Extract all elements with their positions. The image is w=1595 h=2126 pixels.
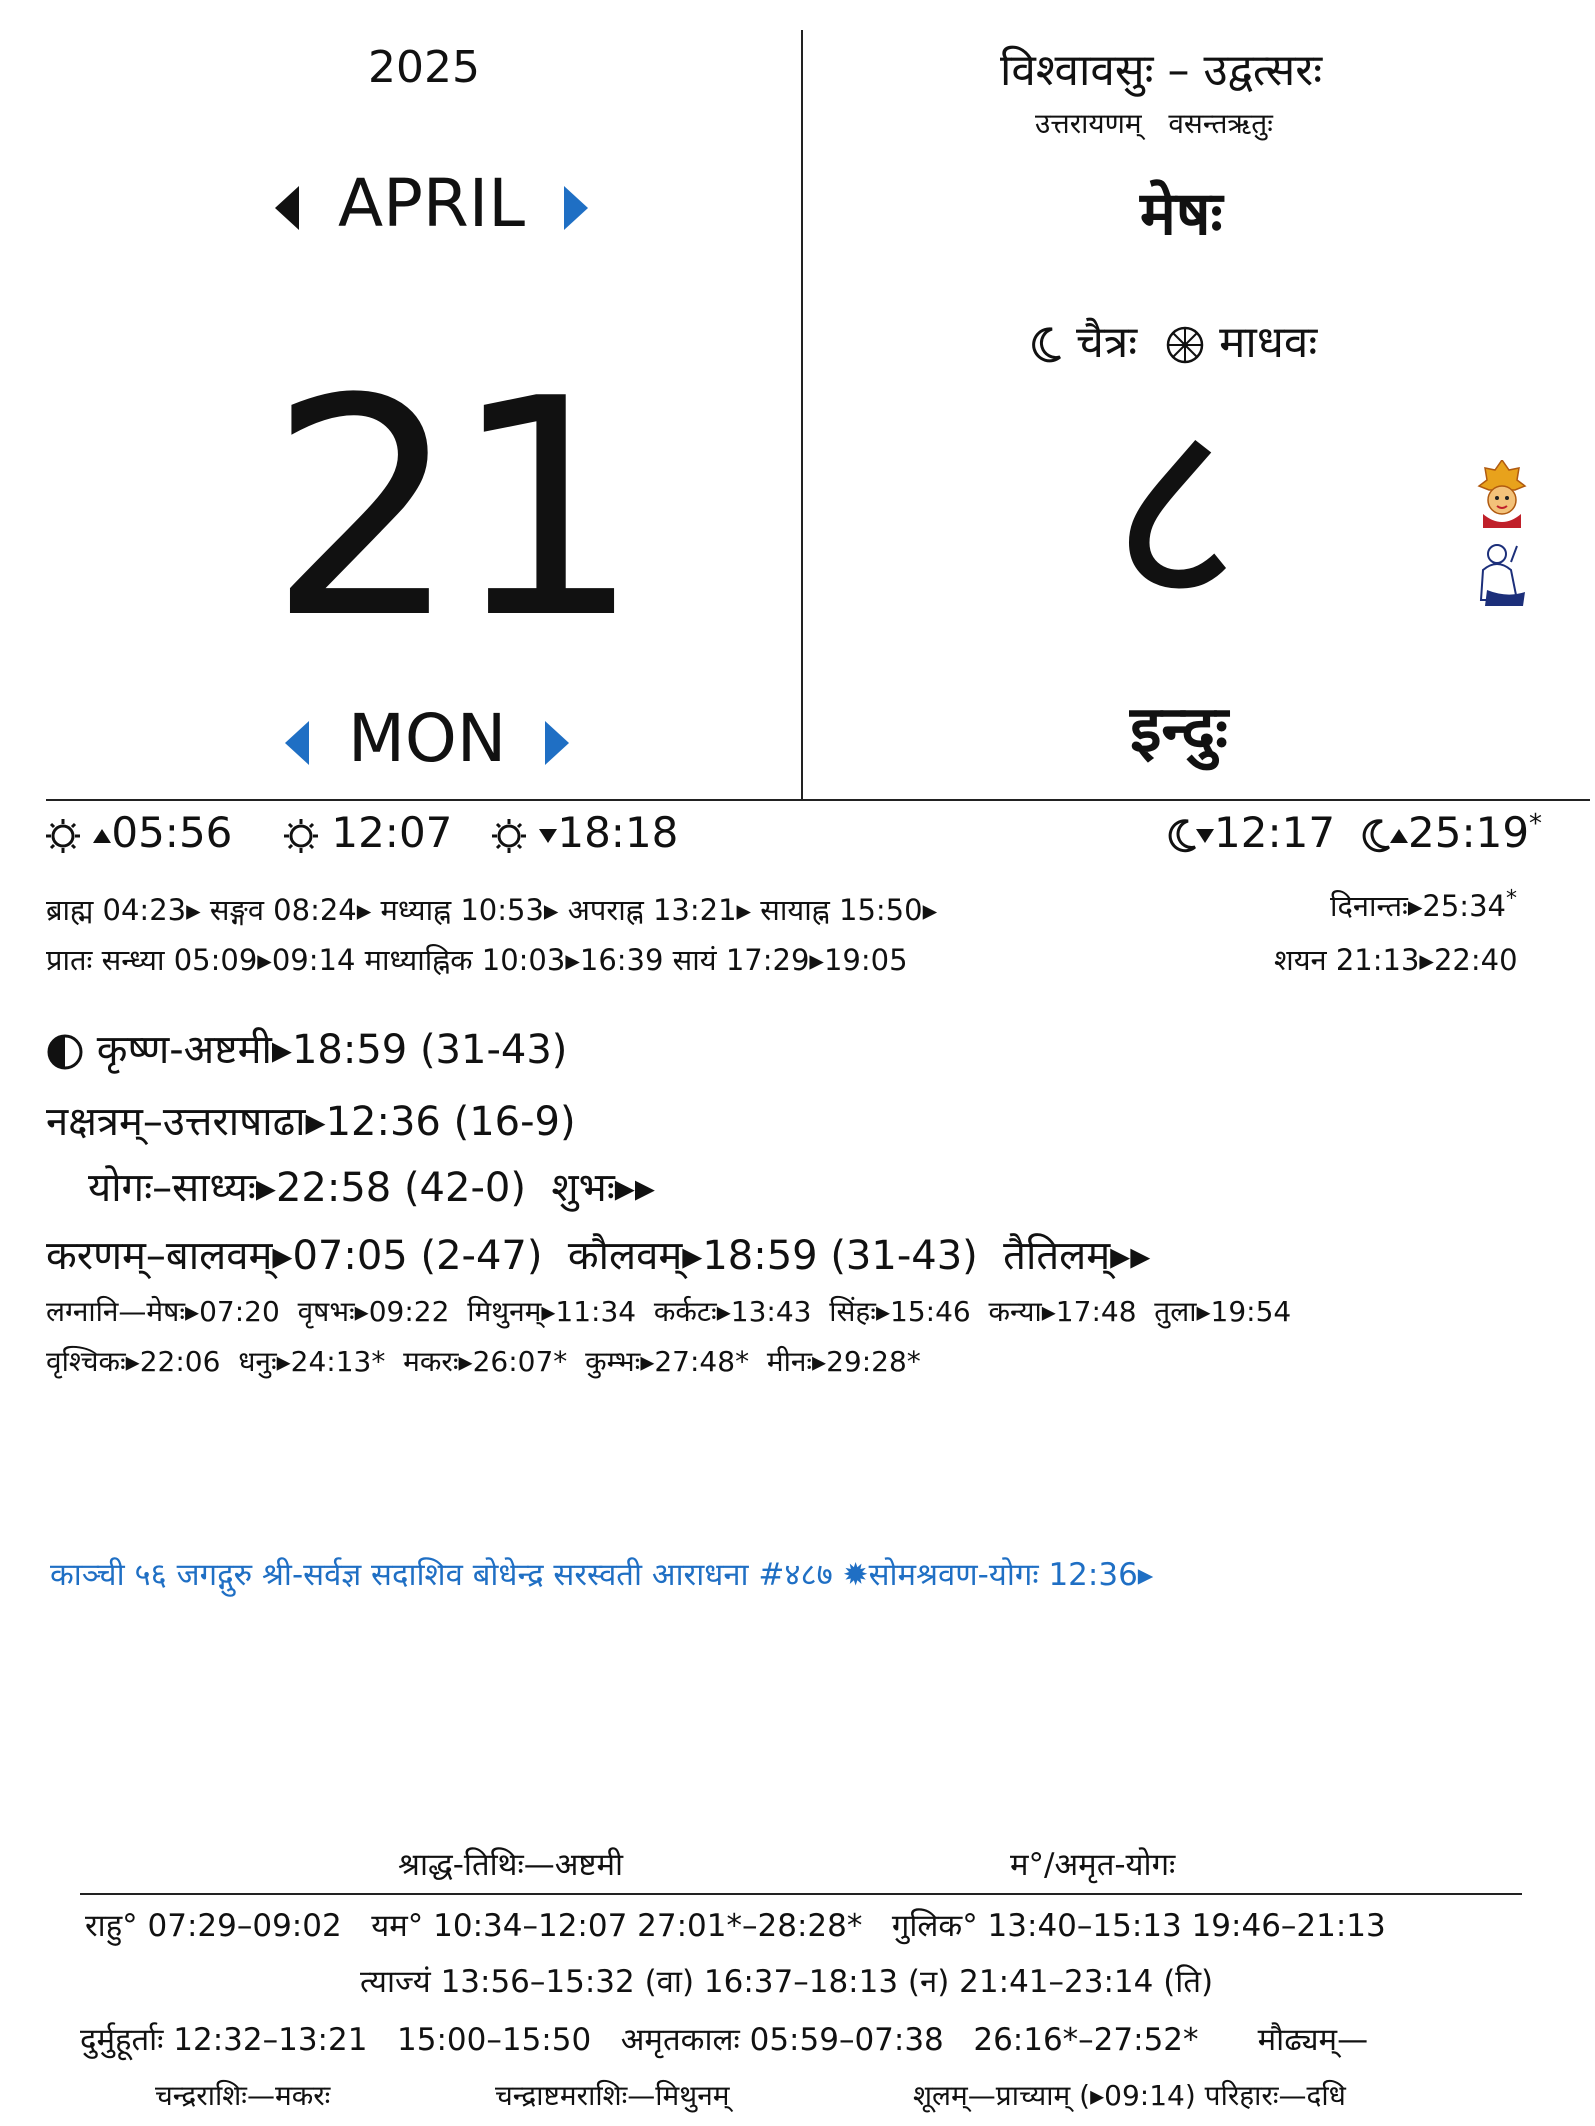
set-arrow-icon [539, 808, 557, 857]
bottom-divider [80, 1893, 1522, 1895]
moon-icon [1030, 317, 1076, 368]
half-moon-icon [46, 1027, 97, 1073]
moonset-time: 12:17 [1214, 808, 1336, 857]
weekday-label: MON [347, 700, 507, 777]
sunrise [46, 808, 232, 857]
tithi-number: ८ [1110, 364, 1240, 655]
karana: करणम्–बालवम्▸07:05 (2-47) कौलवम्▸18:59 (31-43) तैतिलम्▸▸ [46, 1233, 1151, 1279]
rahu-yama-gulika: राहु° 07:29–09:02 यम° 10:34–12:07 27:01*–28:28* गुलिक° 13:40–15:13 19:46–21:13 [85, 1908, 1386, 1944]
moonrise-time: 25:19 [1408, 808, 1530, 857]
festival-note: काञ्ची ५६ जगद्गुरु श्री-सर्वज्ञ सदाशिव बोधेन्द्र सरस्वती आराधना #४८७ ✹सोमश्रवण-योगः 12:36▸ [50, 1557, 1154, 1593]
chandra-rashi: चन्द्रराशिः—मकरः [155, 2079, 331, 2112]
moon-icon [1362, 808, 1390, 857]
weekday-nav [285, 700, 569, 777]
shraddha-tithi: श्राद्ध-तिथिः—अष्टमी [398, 1847, 624, 1883]
next-day-arrow[interactable] [545, 700, 569, 777]
sandhya-times: प्रातः सन्ध्या 05:09▸09:14 माध्याह्निक 10:03▸16:39 सायं 17:29▸19:05 [46, 943, 908, 977]
kala-divisions: ब्राह्म 04:23▸ सङ्गव 08:24▸ मध्याह्न 10:53▸ अपराह्न 13:21▸ सायाह्न 15:50▸ [46, 893, 938, 927]
noon [284, 808, 452, 857]
sun-icon [492, 808, 539, 857]
durmuhurta-amritakala: दुर्मुहूर्ताः 12:32–13:21 15:00–15:50 अमृतकालः 05:59–07:38 26:16*–27:52* मौढ्यम्— [80, 2022, 1369, 2058]
devi-image [1477, 460, 1527, 530]
lagna-row-2: वृश्चिकः▸22:06 धनुः▸24:13* मकरः▸26:07* कुम्भः▸27:48* मीनः▸29:28* [46, 1345, 921, 1378]
rise-arrow-icon [93, 808, 111, 857]
column-divider [801, 30, 803, 800]
moonrise [1362, 808, 1542, 857]
lagna-row-1: लग्नानि—मेषः▸07:20 वृषभः▸09:22 मिथुनम्▸11:34 कर्कटः▸13:43 सिंहः▸15:46 कन्या▸17:48 तुला▸19:54 [46, 1295, 1292, 1328]
tyajyam: त्याज्यं 13:56–15:32 (वा) 16:37–18:13 (न) 21:41–23:14 (ति) [360, 1964, 1214, 2000]
vara: इन्दुः [1130, 693, 1229, 767]
chandra-masa: चैत्रः [1076, 317, 1138, 368]
sun-icon [284, 808, 331, 857]
next-month-arrow[interactable] [564, 165, 588, 242]
month-nav [275, 165, 588, 242]
prev-day-arrow[interactable] [285, 700, 309, 777]
yoga: योगः–साध्यः▸22:58 (42-0) शुभः▸▸ [88, 1165, 655, 1211]
saura-masa: माधवः [1219, 317, 1318, 368]
sunset-time: 18:18 [557, 808, 679, 857]
moon-icon [1168, 808, 1196, 857]
moonset [1168, 808, 1335, 857]
sunrise-time: 05:56 [111, 808, 233, 857]
shulam-pariharam: शूलम्—प्राच्याम् (▸09:14) परिहारः—दधि [913, 2079, 1346, 2112]
tithi-row [46, 1020, 567, 1075]
saint-image [1477, 540, 1527, 610]
dinanta-time: दिनान्तः▸25:34 [1330, 889, 1506, 923]
rise-arrow-icon [1390, 808, 1408, 857]
rashi: मेषः [1140, 179, 1223, 249]
set-arrow-icon [1196, 808, 1214, 857]
amrita-yoga: म°/अमृत-योगः [1010, 1847, 1176, 1883]
nakshatra: नक्षत्रम्–उत्तराषाढा▸12:36 (16-9) [46, 1099, 576, 1145]
sunset [492, 808, 678, 857]
month-label: APRIL [337, 165, 526, 242]
chandrashtama-rashi: चन्द्राष्टमराशिः—मिथुनम् [495, 2079, 730, 2112]
sun-icon [46, 808, 93, 857]
day-number: 21 [268, 335, 634, 684]
samvatsara: विश्वावसुः – उद्वत्सरः [1000, 45, 1323, 96]
top-divider [46, 799, 1590, 801]
year-label: 2025 [368, 42, 480, 93]
prev-month-arrow[interactable] [275, 165, 299, 242]
next-day-marker: * [1505, 886, 1517, 912]
dinanta [1330, 886, 1517, 925]
shayana: शयन 21:13▸22:40 [1274, 943, 1518, 977]
next-day-marker: * [1529, 809, 1543, 839]
ayana-ritu: उत्तरायणम् वसन्तऋतुः [1035, 107, 1273, 140]
noon-time: 12:07 [331, 808, 453, 857]
tithi-text: कृष्ण-अष्टमी▸18:59 (31-43) [96, 1027, 568, 1073]
